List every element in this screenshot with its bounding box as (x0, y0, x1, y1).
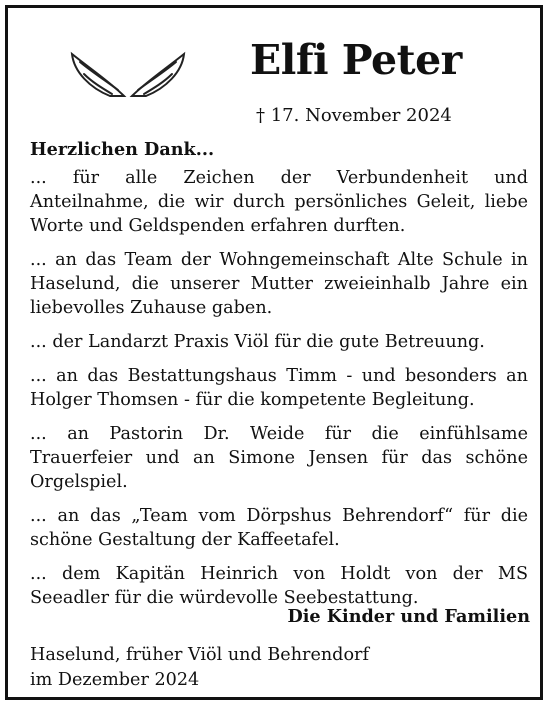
thanks-heading: Herzlichen Dank... (30, 139, 215, 160)
signature: Die Kinder und Familien (287, 606, 530, 627)
angel-wings-icon (70, 46, 186, 102)
deceased-name: Elfi Peter (250, 36, 462, 84)
death-date: † 17. November 2024 (256, 105, 452, 126)
date-line: im Dezember 2024 (30, 670, 200, 690)
thanks-paragraph: ... an das Bestattungshaus Timm - und besonders an Holger Thomsen - für die kompetente Begleitung. (30, 366, 528, 410)
place-line: Haselund, früher Viöl und Behrendorf (30, 645, 369, 665)
thanks-paragraph: ... an das Team der Wohngemeinschaft Alte Schule in Haselund, die unserer Mutter zweieinhalb Jahre ein liebevolles Zuhause gaben. (30, 250, 528, 318)
place-and-date (30, 643, 369, 693)
thanks-paragraph: ... an Pastorin Dr. Weide für die einfühlsame Trauerfeier und an Simone Jensen für das schöne Orgelspiel. (30, 424, 528, 492)
thanks-paragraph: ... der Landarzt Praxis Viöl für die gute Betreuung. (30, 332, 485, 352)
thanks-paragraph: ... an das „Team vom Dörpshus Behrendorf“ für die schöne Gestaltung der Kaffeetafel. (30, 506, 528, 550)
obituary-card (5, 5, 543, 700)
thanks-text (30, 138, 528, 620)
thanks-paragraph: ... dem Kapitän Heinrich von Holdt von der MS Seeadler für die würdevolle Seebestattung. (30, 564, 528, 608)
thanks-paragraph: ... für alle Zeichen der Verbundenheit und Anteilnahme, die wir durch persönliches Geleit, liebe Worte und Geldspenden erfahren durften. (30, 168, 528, 236)
